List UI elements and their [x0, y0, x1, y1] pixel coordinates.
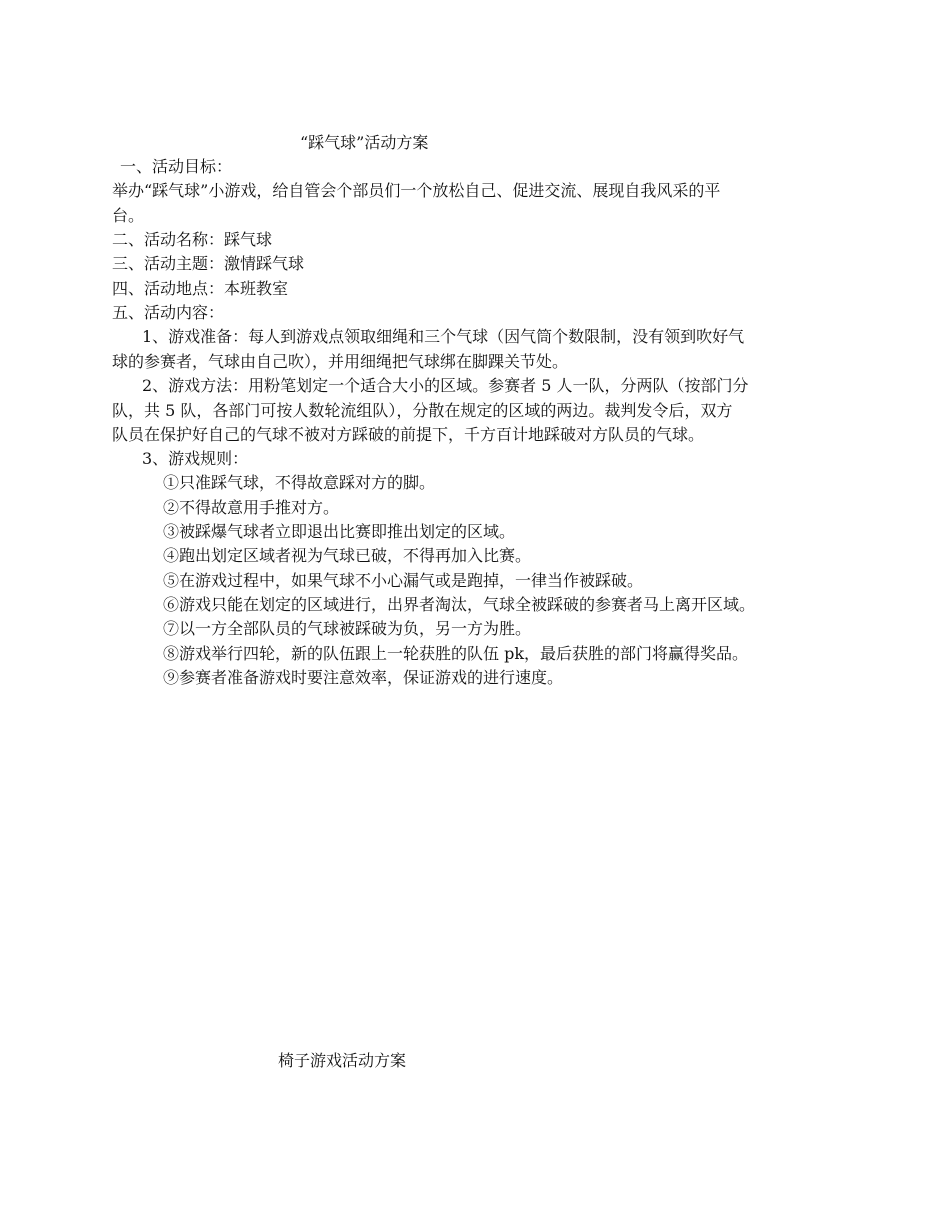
rule-item-8: ⑧游戏举行四轮，新的队伍跟上一轮获胜的队伍 pk，最后获胜的部门将赢得奖品。: [163, 644, 749, 663]
activity-name: 二、活动名称：踩气球: [112, 230, 273, 249]
method-line-2: 队，共 5 队，各部门可按人数轮流组队），分散在规定的区域的两边。裁判发令后，双方: [112, 401, 733, 420]
activity-location: 四、活动地点：本班教室: [112, 279, 289, 298]
rule-item-3: ③被踩爆气球者立即退出比赛即推出划定的区域。: [163, 522, 516, 541]
rules-heading: 3、游戏规则：: [142, 449, 249, 468]
goal-text-line-1: 举办“踩气球”小游戏，给自管会个部员们一个放松自己、促进交流、展现自我风采的平: [112, 181, 721, 200]
goal-heading: 一、活动目标：: [120, 157, 233, 176]
rule-item-1: ①只准踩气球，不得故意踩对方的脚。: [163, 473, 436, 492]
goal-text-line-2: 台。: [112, 206, 145, 225]
rule-item-6: ⑥游戏只能在划定的区域进行，出界者淘汰，气球全被踩破的参赛者马上离开区域。: [163, 595, 756, 614]
activity-theme: 三、活动主题：激情踩气球: [112, 254, 305, 273]
rule-item-9: ⑨参赛者准备游戏时要注意效率，保证游戏的进行速度。: [163, 668, 564, 687]
rule-item-4: ④跑出划定区域者视为气球已破，不得再加入比赛。: [163, 546, 532, 565]
rule-item-7: ⑦以一方全部队员的气球被踩破为负，另一方为胜。: [163, 619, 532, 638]
method-line-3: 队员在保护好自己的气球不被对方踩破的前提下，千方百计地踩破对方队员的气球。: [112, 425, 705, 444]
rule-item-2: ②不得故意用手推对方。: [163, 498, 340, 517]
method-line-1: 2、游戏方法：用粉笔划定一个适合大小的区域。参赛者 5 人一队，分两队（按部门分: [142, 376, 749, 395]
prep-line-1: 1、游戏准备：每人到游戏点领取细绳和三个气球（因气筒个数限制，没有领到吹好气: [142, 327, 745, 346]
prep-line-2: 球的参赛者，气球由自己吹），并用细绳把气球绑在脚踝关节处。: [112, 352, 569, 371]
rule-item-5: ⑤在游戏过程中，如果气球不小心漏气或是跑掉，一律当作被踩破。: [163, 571, 644, 590]
second-document-title: 椅子游戏活动方案: [278, 1051, 407, 1070]
document-title: “踩气球”活动方案: [300, 133, 429, 152]
content-heading: 五、活动内容：: [112, 303, 225, 322]
